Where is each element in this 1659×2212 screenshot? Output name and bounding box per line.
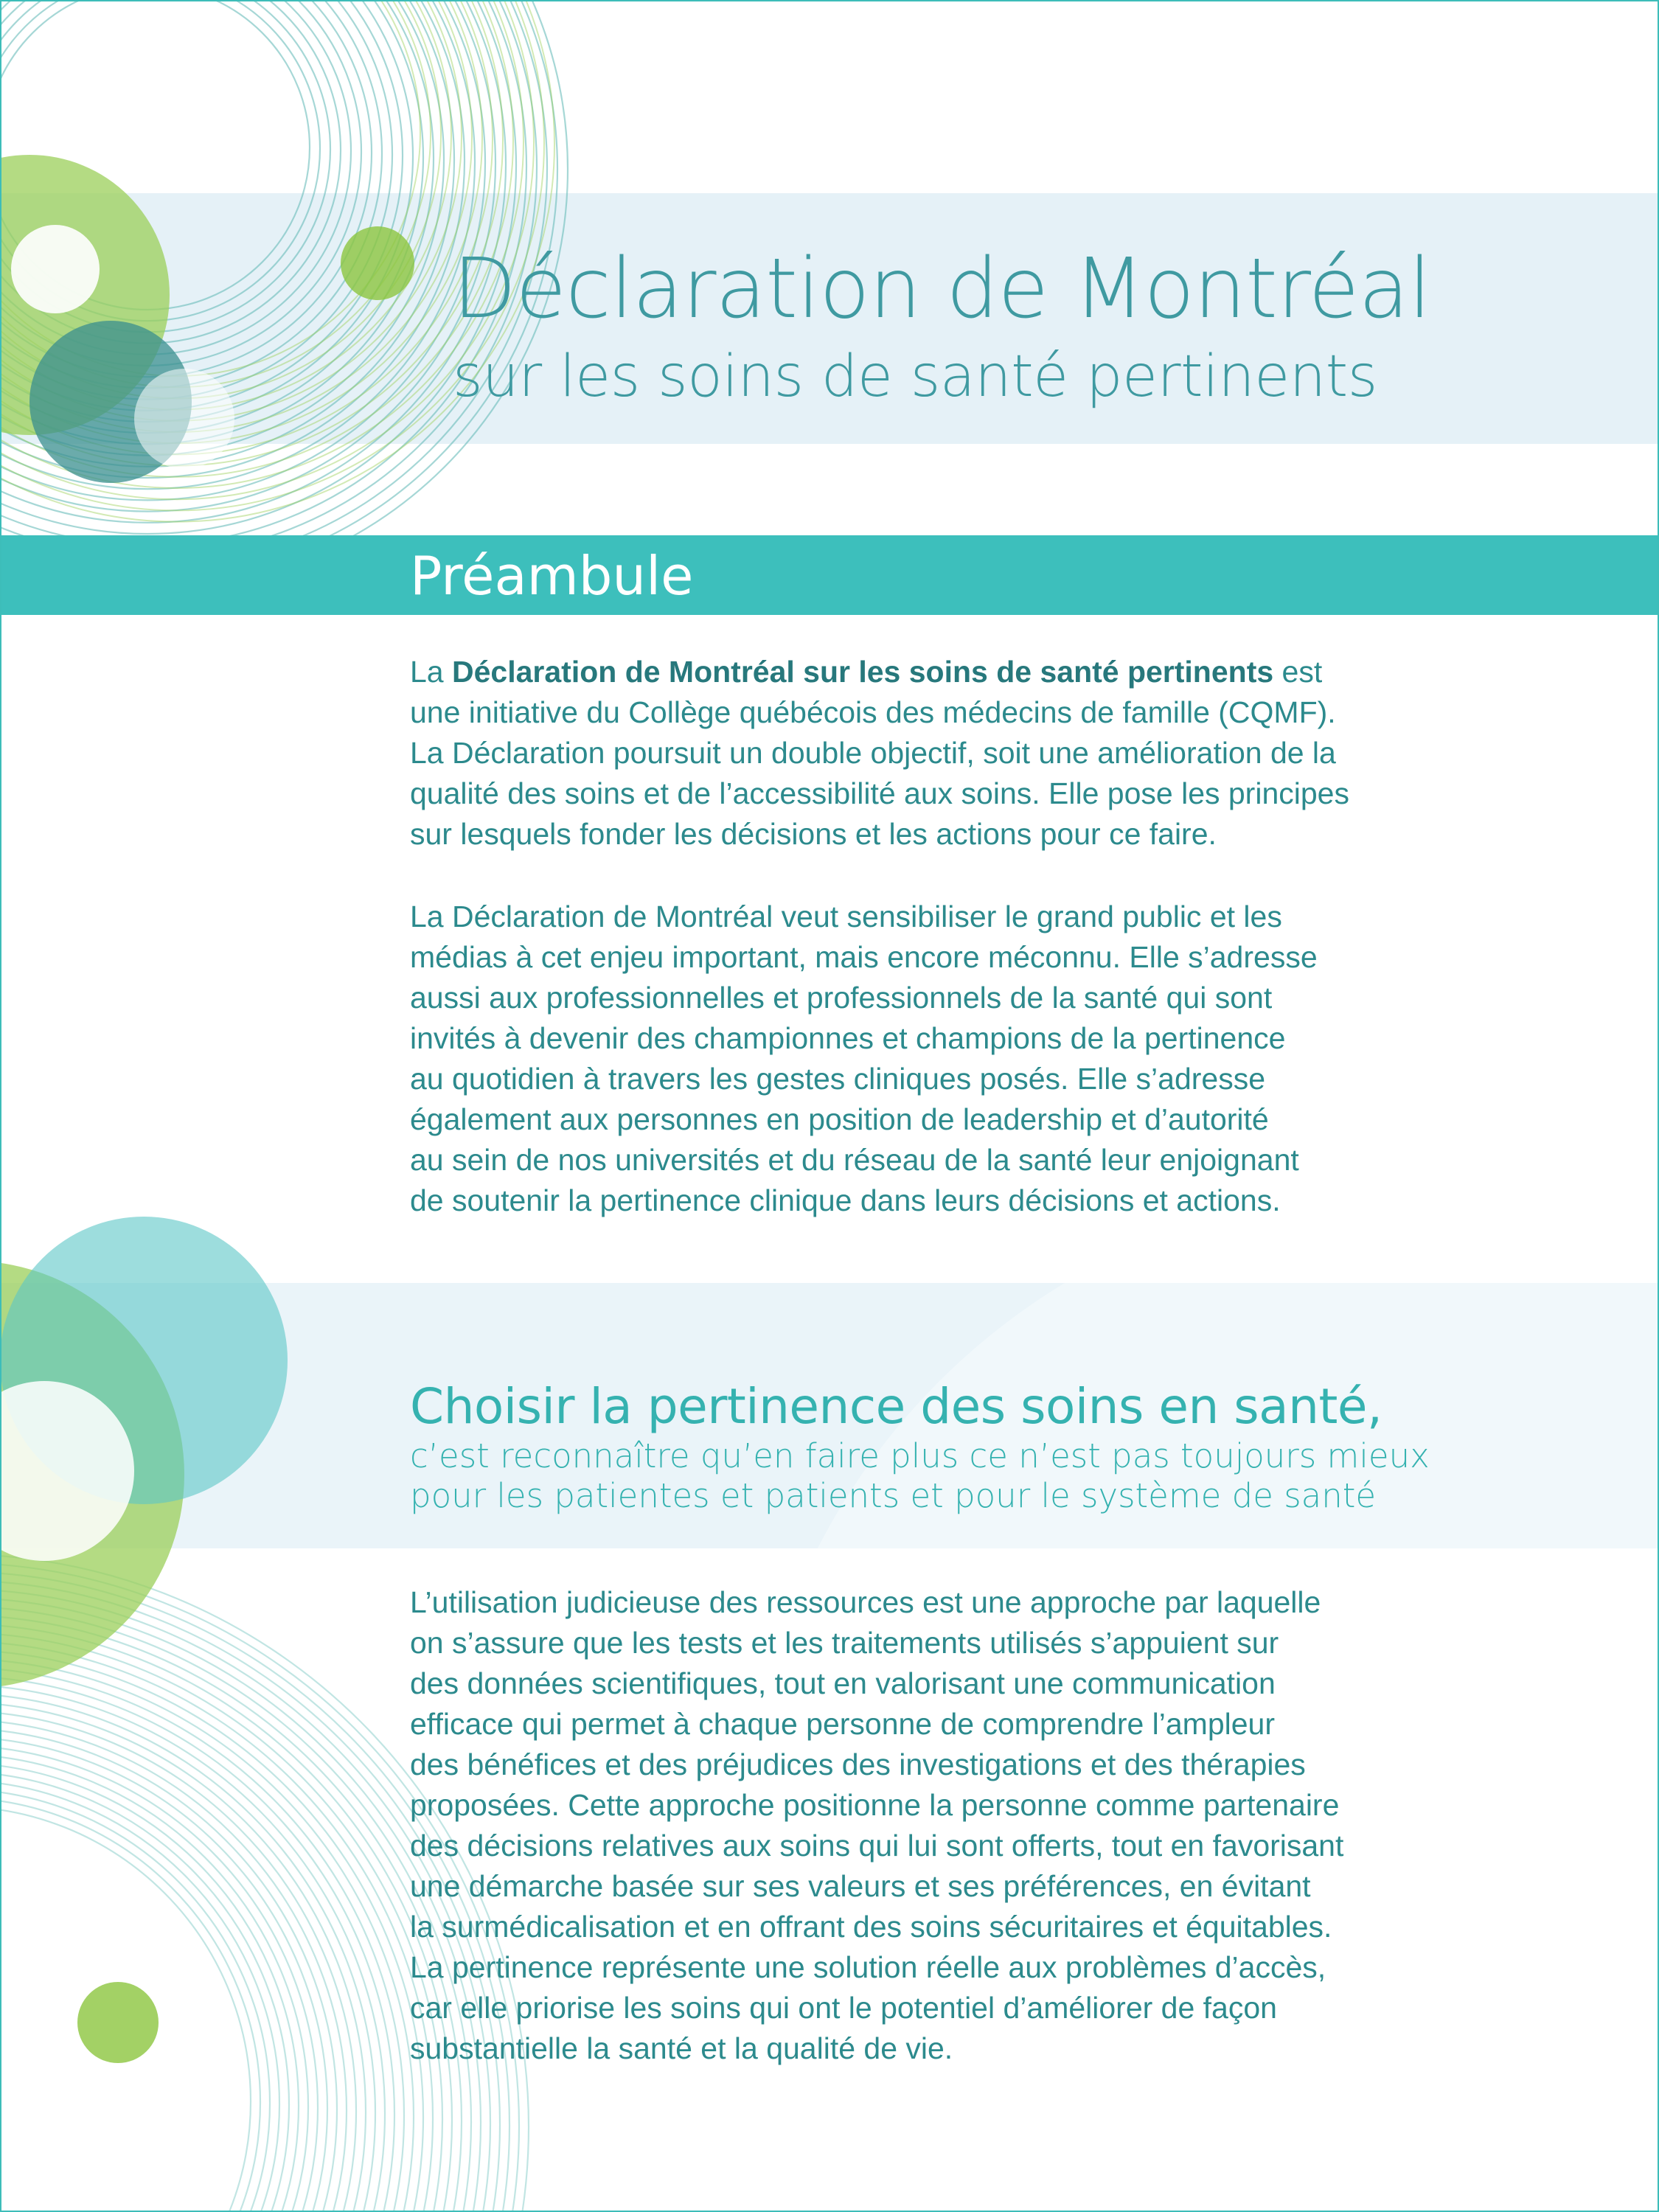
decorative-ring bbox=[0, 1676, 394, 2212]
paragraph-line: également aux personnes en position de leadership et d’autorité bbox=[410, 1102, 1269, 1136]
paragraph-line: La pertinence représente une solution réelle aux problèmes d’accès, bbox=[410, 1950, 1326, 1984]
paragraph-line: efficace qui permet à chaque personne de comprendre l’ampleur bbox=[410, 1707, 1276, 1741]
decorative-ring bbox=[0, 1763, 299, 2212]
pertinence-heading-block bbox=[410, 1377, 1430, 1516]
pertinence-subheading-1: c’est reconnaître qu’en faire plus ce n’est pas toujours mieux bbox=[410, 1436, 1430, 1475]
decorative-ring bbox=[0, 1667, 404, 2212]
decorative-ring bbox=[0, 1798, 260, 2212]
preamble-heading: Préambule bbox=[410, 545, 694, 607]
paragraph-line: proposées. Cette approche positionne la personne comme partenaire bbox=[410, 1788, 1340, 1822]
paragraph-line: La Déclaration de Montréal veut sensibiliser le grand public et les bbox=[410, 900, 1282, 933]
decorative-ring bbox=[0, 1719, 347, 2212]
declaration-name-bold: Déclaration de Montréal sur les soins de santé pertinents bbox=[452, 655, 1274, 689]
decorative-ring bbox=[0, 1598, 481, 2212]
decorative-ring bbox=[0, 1694, 375, 2212]
paragraph-line: des données scientifiques, tout en valorisant une communication bbox=[410, 1666, 1276, 1700]
decorative-ring bbox=[0, 1737, 327, 2212]
pertinence-subheading-2: pour les patientes et patients et pour le système de santé bbox=[410, 1476, 1377, 1515]
decorative-ring bbox=[0, 1641, 433, 2212]
decorative-ring bbox=[0, 1772, 289, 2212]
document-title-block bbox=[453, 237, 1430, 413]
paragraph-line: des décisions relatives aux soins qui lui sont offerts, tout en favorisant bbox=[410, 1829, 1344, 1863]
preamble-paragraph-2 bbox=[410, 897, 1531, 1221]
small-green-circle-bottom bbox=[77, 1982, 159, 2063]
decorative-ring bbox=[0, 1702, 366, 2212]
paragraph-line: on s’assure que les tests et les traitements utilisés s’appuient sur bbox=[410, 1626, 1279, 1660]
preamble-band bbox=[0, 535, 1659, 615]
preamble-paragraph-1 bbox=[410, 652, 1531, 855]
decorative-ring bbox=[0, 1658, 414, 2212]
paragraph-line: invités à devenir des championnes et champions de la pertinence bbox=[410, 1021, 1286, 1055]
paragraph-line: L’utilisation judicieuse des ressources est une approche par laquelle bbox=[410, 1585, 1321, 1619]
paragraph-line: La Déclaration de Montréal sur les soins de santé pertinents est bbox=[410, 655, 1323, 689]
decorative-ring bbox=[0, 1711, 356, 2212]
paragraph-line: de soutenir la pertinence clinique dans leurs décisions et actions. bbox=[410, 1183, 1281, 1217]
paragraph-line: une démarche basée sur ses valeurs et ses préférences, en évitant bbox=[410, 1869, 1311, 1903]
paragraph-line: médias à cet enjeu important, mais encore méconnu. Elle s’adresse bbox=[410, 940, 1318, 974]
page-title: Déclaration de Montréal bbox=[453, 241, 1431, 337]
paragraph-line: qualité des soins et de l’accessibilité aux soins. Elle pose les principes bbox=[410, 776, 1349, 810]
decorative-ring bbox=[0, 1615, 462, 2212]
decorative-ring bbox=[0, 1632, 442, 2212]
decorative-ring bbox=[0, 1745, 318, 2212]
paragraph-line: des bénéfices et des préjudices des investigations et des thérapies bbox=[410, 1747, 1306, 1781]
decorative-ring bbox=[0, 1685, 385, 2212]
decorative-ring bbox=[0, 1806, 251, 2212]
paragraph-line: au quotidien à travers les gestes cliniques posés. Elle s’adresse bbox=[410, 1062, 1266, 1096]
decorative-ring bbox=[0, 1650, 423, 2212]
paragraph-line: une initiative du Collège québécois des médecins de famille (CQMF). bbox=[410, 695, 1336, 729]
decorative-ring bbox=[0, 1728, 337, 2212]
page-subtitle: sur les soins de santé pertinents bbox=[453, 344, 1377, 410]
paragraph-line: au sein de nos universités et du réseau de la santé leur enjoignant bbox=[410, 1143, 1299, 1177]
paragraph-line: la surmédicalisation et en offrant des soins sécuritaires et équitables. bbox=[410, 1910, 1332, 1944]
pertinence-heading: Choisir la pertinence des soins en santé, bbox=[410, 1378, 1382, 1435]
paragraph-line: car elle priorise les soins qui ont le potentiel d’améliorer de façon bbox=[410, 1991, 1277, 2025]
decorative-ring bbox=[0, 1789, 270, 2212]
paragraph-line: substantielle la santé et la qualité de vie. bbox=[410, 2031, 953, 2065]
decorative-ring bbox=[0, 1754, 308, 2212]
decorative-ring bbox=[0, 1781, 279, 2212]
decorative-ring bbox=[0, 1624, 452, 2212]
decorative-ring bbox=[0, 1607, 471, 2212]
pertinence-paragraph bbox=[410, 1582, 1531, 2069]
paragraph-line: aussi aux professionnelles et professionnels de la santé qui sont bbox=[410, 981, 1273, 1015]
paragraph-line: sur lesquels fonder les décisions et les actions pour ce faire. bbox=[410, 817, 1217, 851]
paragraph-line: La Déclaration poursuit un double objectif, soit une amélioration de la bbox=[410, 736, 1336, 770]
